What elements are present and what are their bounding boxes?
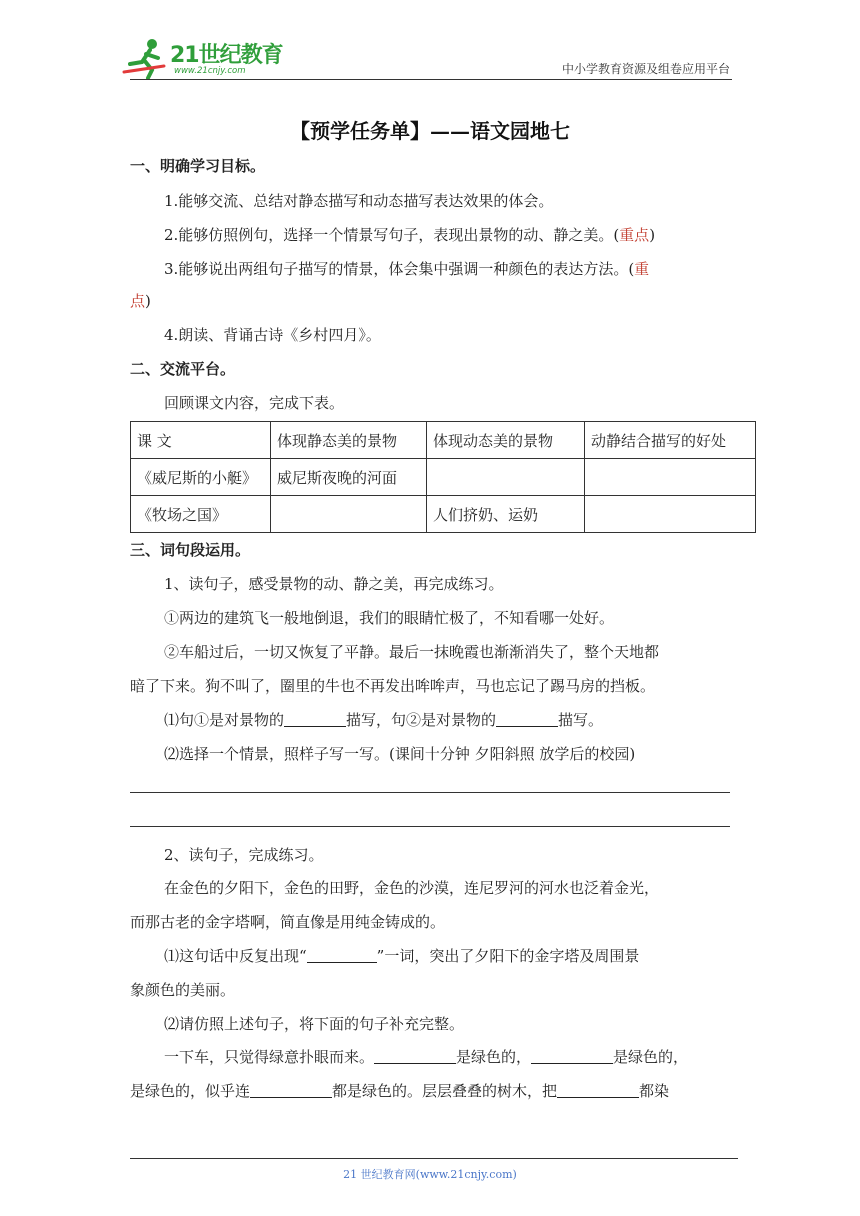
site-logo <box>122 36 292 80</box>
fill-sentence-line1: 一下车，只觉得绿意扑眼而来。 是绿色的， 是绿色的， <box>164 1048 689 1066</box>
answer-blank[interactable] <box>307 948 377 963</box>
goal-4: 4.朗读、背诵古诗《乡村四月》。 <box>164 326 381 344</box>
table-cell: 人们挤奶、运奶 <box>427 496 585 533</box>
sentence-2-line2: 暗了下来。狗不叫了，圈里的牛也不再发出哞哞声，马也忘记了踢马房的挡板。 <box>130 677 656 695</box>
goal-3-cont: 点) <box>130 292 151 310</box>
writing-line[interactable] <box>130 792 730 793</box>
answer-blank[interactable] <box>250 1083 332 1098</box>
answer-blank[interactable] <box>557 1083 639 1098</box>
logo-url: www.21cnjy.com <box>174 66 246 76</box>
table-cell-blank[interactable] <box>271 496 427 533</box>
table-header-cell: 课 文 <box>131 422 271 459</box>
writing-line[interactable] <box>130 826 730 827</box>
answer-blank[interactable] <box>531 1049 613 1064</box>
exercise-1-intro: 1、读句子，感受景物的动、静之美，再完成练习。 <box>164 575 504 593</box>
sentence-2-line1: ②车船过后，一切又恢复了平静。最后一抹晚霞也渐渐消失了，整个天地都 <box>164 643 660 661</box>
key-point-label: 重点 <box>619 226 650 244</box>
logo-brand: 21世纪教育 <box>170 43 283 68</box>
table-row <box>131 459 756 496</box>
table-cell-blank[interactable] <box>427 459 585 496</box>
table-header-cell: 体现动态美的景物 <box>427 422 585 459</box>
sentence-3-line1: 在金色的夕阳下，金色的田野，金色的沙漠，连尼罗河的河水也泛着金光， <box>164 879 660 897</box>
table-cell-blank[interactable] <box>585 459 756 496</box>
table-intro: 回顾课文内容，完成下表。 <box>164 394 345 412</box>
exercise-1-part1: ⑴句①是对景物的 描写，句②是对景物的 描写。 <box>164 711 604 729</box>
page-title: 【预学任务单】——语文园地七 <box>290 119 570 143</box>
exercise-2-part1: ⑴这句话中反复出现“ ”一词，突出了夕阳下的金字塔及周围景 <box>164 947 640 965</box>
exercise-2-part1-cont: 象颜色的美丽。 <box>130 981 236 999</box>
header-divider <box>130 79 732 80</box>
table-cell-blank[interactable] <box>585 496 756 533</box>
table-cell: 《牧场之国》 <box>131 496 271 533</box>
section3-heading: 三、词句段运用。 <box>130 541 251 559</box>
goal-2: 2.能够仿照例句，选择一个情景写句子，表现出景物的动、静之美。(重点) <box>164 226 656 244</box>
answer-blank[interactable] <box>496 712 558 727</box>
exercise-2-intro: 2、读句子，完成练习。 <box>164 846 324 864</box>
sentence-3-line2: 而那古老的金字塔啊，简直像是用纯金铸成的。 <box>130 913 446 931</box>
answer-blank[interactable] <box>374 1049 456 1064</box>
exercise-1-part2: ⑵选择一个情景，照样子写一写。(课间十分钟 夕阳斜照 放学后的校园) <box>164 745 636 763</box>
key-point-label: 重 <box>634 260 650 278</box>
fill-sentence-line2: 是绿色的，似乎连 都是绿色的。层层叠叠的树木，把 都染 <box>130 1082 670 1100</box>
sentence-1: ①两边的建筑飞一般地倒退，我们的眼睛忙极了，不知看哪一处好。 <box>164 609 615 627</box>
footer-text[interactable]: 21 世纪教育网(www.21cnjy.com) <box>343 1168 517 1181</box>
section1-heading: 一、明确学习目标。 <box>130 157 266 175</box>
table-header-row <box>131 422 756 459</box>
footer-divider <box>130 1158 738 1159</box>
running-figure-icon <box>122 36 170 80</box>
table-cell: 威尼斯夜晚的河面 <box>271 459 427 496</box>
section2-heading: 二、交流平台。 <box>130 360 236 378</box>
review-table <box>130 421 756 533</box>
exercise-2-part2: ⑵请仿照上述句子，将下面的句子补充完整。 <box>164 1015 465 1033</box>
key-point-label: 点 <box>130 292 146 310</box>
table-header-cell: 体现静态美的景物 <box>271 422 427 459</box>
header-tagline: 中小学教育资源及组卷应用平台 <box>561 62 730 76</box>
goal-3: 3.能够说出两组句子描写的情景，体会集中强调一种颜色的表达方法。(重 <box>164 260 650 278</box>
table-header-cell: 动静结合描写的好处 <box>585 422 756 459</box>
table-cell: 《威尼斯的小艇》 <box>131 459 271 496</box>
goal-1: 1.能够交流、总结对静态描写和动态描写表达效果的体会。 <box>164 192 554 210</box>
table-row <box>131 496 756 533</box>
answer-blank[interactable] <box>284 712 346 727</box>
